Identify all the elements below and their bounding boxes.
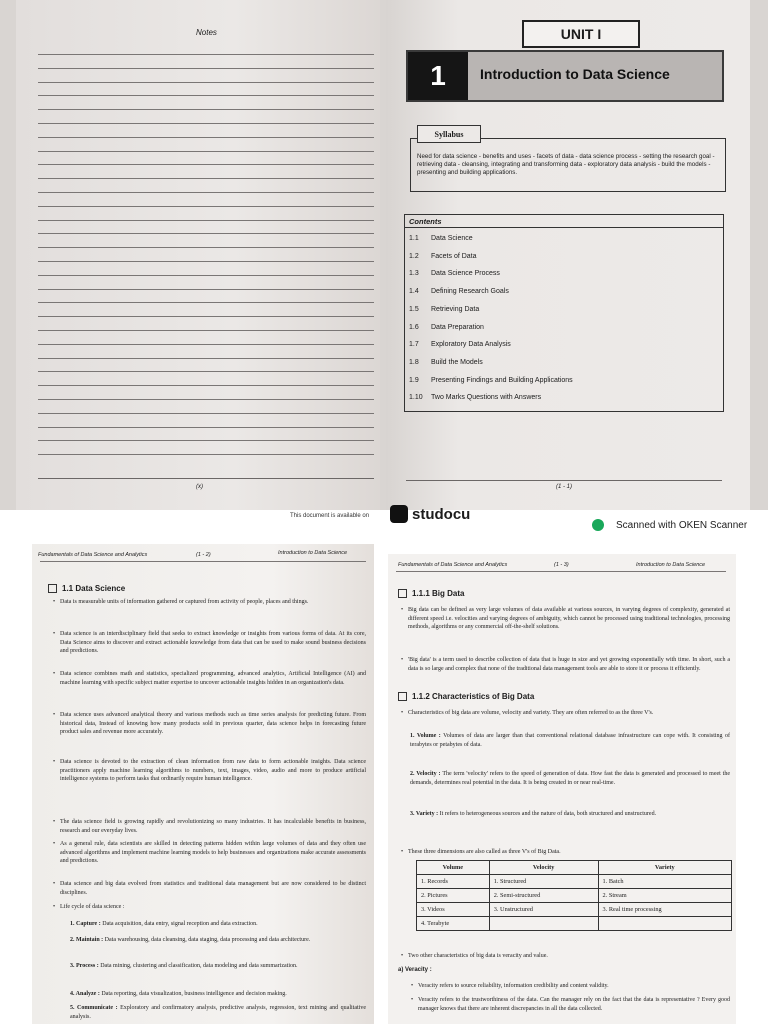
three-vs-label: 3. Variety : <box>410 811 440 817</box>
notes-ruled-line <box>38 68 374 69</box>
header-rule <box>40 561 366 562</box>
notes-ruled-line <box>38 151 374 152</box>
three-vs-item <box>410 810 730 819</box>
syllabus-label: Syllabus <box>417 125 481 143</box>
contents-item-title: Facets of Data <box>431 252 477 260</box>
lifecycle-item <box>70 920 366 929</box>
bullet-paragraph: • Data science and big data evolved from statistics and traditional data management but are now considered to be distinct disciplines. <box>60 880 366 897</box>
contents-item <box>409 359 483 366</box>
bullet-paragraph: • Two other characteristics of big data is veracity and value. <box>408 952 730 961</box>
table-row <box>417 875 732 889</box>
table-row <box>417 917 732 931</box>
lifecycle-text: Data acquisition, data entry, signal reception and data extraction. <box>102 921 258 927</box>
footer-rule <box>38 478 374 479</box>
notes-ruled-line <box>38 275 374 276</box>
bullet-paragraph: • As a general rule, data scientists are skilled in detecting patterns hidden within large volumes of data and they often use advanced algorithms and implement machine learning models to help businesses and organizations make accurate assessments and predictions. <box>60 840 366 866</box>
contents-item-title: Defining Research Goals <box>431 288 509 296</box>
contents-item <box>409 306 479 313</box>
page-number: (x) <box>196 484 203 490</box>
three-vs-item <box>410 732 730 749</box>
lifecycle-label: 4. Analyze : <box>70 991 102 997</box>
notes-ruled-line <box>38 399 374 400</box>
lifecycle-text: Data reporting, data visualization, business intelligence and decision making. <box>101 991 287 997</box>
table-header-cell: Velocity <box>489 861 598 875</box>
chapter-title-page <box>386 0 750 510</box>
bottom-scanned-spread <box>0 540 768 1024</box>
notes-ruled-line <box>38 109 374 110</box>
notes-ruled-line <box>38 95 374 96</box>
bullet-paragraph: • Data science uses advanced analytical theory and various methods such as time series analysis for predicting future. From historical data, Instead of knowing how many products sold in previous quarter, data science helps in forecasting future product sales and revenue more accurately. <box>60 711 366 737</box>
contents-item <box>409 288 509 295</box>
chapter-banner <box>406 50 724 102</box>
lifecycle-label: 3. Process : <box>70 963 101 969</box>
notes-ruled-line <box>38 440 374 441</box>
notes-ruled-line <box>38 206 374 207</box>
running-chapter: Introduction to Data Science <box>278 550 348 556</box>
bullet-paragraph: • Life cycle of data science : <box>60 903 366 912</box>
top-scanned-spread <box>0 0 768 510</box>
contents-item-number: 1.5 <box>409 305 419 313</box>
notes-ruled-line <box>38 137 374 138</box>
table-cell: 3. Videos <box>417 903 490 917</box>
contents-item-title: Presenting Findings and Building Applications <box>431 376 573 384</box>
table-cell: 1. Records <box>417 875 490 889</box>
table-row <box>417 889 732 903</box>
contents-item-title: Exploratory Data Analysis <box>431 341 511 349</box>
notes-page <box>16 0 380 510</box>
bullet-paragraph: • These three dimensions are also called as three V's of Big Data. <box>408 848 730 857</box>
contents-item-title: Build the Models <box>431 358 483 366</box>
page-number: (1 - 1) <box>556 484 573 490</box>
three-vs-item <box>410 770 730 787</box>
contents-item-number: 1.1 <box>409 235 419 242</box>
bullet-paragraph: • Data science is an interdisciplinary field that seeks to extract knowledge or insights from various forms of data. At its core, Data Science aims to discover and extract actionable knowledge from data that can be used to make sound business decisions and predictions. <box>60 630 366 656</box>
lifecycle-item <box>70 990 366 999</box>
subsection-heading-characteristics: 1.1.2 Characteristics of Big Data <box>412 692 535 701</box>
notes-ruled-line <box>38 385 374 386</box>
running-page-number: (1 - 2) <box>196 552 211 558</box>
book-icon <box>398 589 407 598</box>
notes-ruled-line <box>38 233 374 234</box>
contents-label: Contents <box>409 217 442 226</box>
contents-item <box>409 377 573 384</box>
contents-item-number: 1.7 <box>409 341 419 349</box>
contents-box <box>404 214 724 412</box>
notes-ruled-line <box>38 261 374 262</box>
bullet-paragraph: • Veracity refers to source reliability, information credibility and content validity. <box>418 982 730 991</box>
studocu-brand: studocu <box>412 505 471 523</box>
bullet-paragraph: • Big data can be defined as very large volumes of data available at various sources, in varying degrees of complexity, generated at different speed i.e. velocities and varying degrees of ambiguity, which cannot be processed using traditional technologies, processing methods, algorithms or any commercial off-the-shelf solutions. <box>408 606 730 632</box>
table-cell: 2. Pictures <box>417 889 490 903</box>
contents-item-number: 1.4 <box>409 288 419 296</box>
table-header-cell: Volume <box>417 861 490 875</box>
lifecycle-text: Data warehousing, data cleansing, data staging, data processing and data architecture. <box>104 937 311 943</box>
contents-item-number: 1.10 <box>409 394 423 402</box>
table-header-cell: Variety <box>598 861 731 875</box>
bullet-paragraph: • 'Big data' is a term used to describe collection of data that is huge in size and yet growing exponentially with time. In short, such a data is so large and complex that none of the traditional data management tools are able to store it or process it efficiently. <box>408 656 730 673</box>
veracity-heading: a) Veracity : <box>398 967 432 973</box>
contents-item <box>409 394 541 401</box>
chapter-title: Introduction to Data Science <box>480 66 670 82</box>
contents-item <box>409 341 511 348</box>
subsection-heading-big-data: 1.1.1 Big Data <box>412 589 465 598</box>
table-cell: 1. Structured <box>489 875 598 889</box>
table-cell <box>598 917 731 931</box>
bullet-paragraph: • Data science combines math and statistics, specialized programming, advanced analytics, Artificial Intelligence (AI) and machine learning with specific subject matter expertise to uncover actionable insights hidden in an organization's data. <box>60 670 366 687</box>
notes-ruled-line <box>38 123 374 124</box>
lifecycle-text: Data mining, clustering and classification, data modeling and data summarization. <box>100 963 298 969</box>
section-heading: 1.1 Data Science <box>62 584 126 593</box>
notes-ruled-line <box>38 427 374 428</box>
bullet-paragraph: • Data is measurable units of information gathered or captured from activity of people, places and things. <box>60 598 366 607</box>
studocu-icon <box>390 505 408 523</box>
contents-item-number: 1.9 <box>409 376 419 384</box>
lifecycle-item <box>70 962 366 971</box>
notes-ruled-line <box>38 164 374 165</box>
contents-item-number: 1.6 <box>409 323 419 331</box>
three-vs-label: 2. Velocity : <box>410 771 443 777</box>
contents-item <box>409 235 473 242</box>
page-1-3 <box>388 554 736 1024</box>
book-icon <box>398 692 407 701</box>
three-vs-text: It refers to heterogeneous sources and the nature of data, both structured and unstructured. <box>439 811 657 817</box>
contents-item-number: 1.2 <box>409 252 419 260</box>
lifecycle-label: 2. Maintain : <box>70 937 105 943</box>
contents-item-number: 1.8 <box>409 358 419 366</box>
syllabus-box <box>410 129 726 192</box>
notes-ruled-line <box>38 289 374 290</box>
contents-rule <box>405 227 723 228</box>
lifecycle-label: 1. Capture : <box>70 921 103 927</box>
bullet-paragraph: • Data science is devoted to the extraction of clean information from raw data to form actionable insights. Data science practitioners apply machine learning algorithms to numbers, text, images, video, audio and more to produce artificial intelligence systems to perform tasks that ordinarily require human intelligence. <box>60 758 366 784</box>
notes-ruled-line <box>38 330 374 331</box>
table-row <box>417 903 732 917</box>
table-cell: 3. Real time processing <box>598 903 731 917</box>
contents-item-number: 1.3 <box>409 270 419 278</box>
running-page-number: (1 - 3) <box>554 562 569 568</box>
contents-item <box>409 324 484 331</box>
running-title: Fundamentals of Data Science and Analytics <box>38 552 148 558</box>
notes-ruled-line <box>38 220 374 221</box>
lifecycle-item <box>70 936 366 945</box>
availability-text: This document is available on <box>290 513 370 519</box>
syllabus-text: Need for data science - benefits and uses - facets of data - data science process - setting the research goal - retrieving data - cleansing, integrating and transforming data - exploratory data analysis - build the models - presenting and building applications. <box>417 153 715 176</box>
bullet-paragraph: • The data science field is growing rapidly and revolutionizing so many industries. It has incalculable benefits in business, research and our everyday lives. <box>60 818 366 835</box>
three-vs-text: The term 'velocity' refers to the speed of generation of data. How fast the data is generated and processed to meet the demands, determines real potential in the data. It is being created in or near real-time. <box>410 771 730 786</box>
page-1-2 <box>32 544 374 1024</box>
scanner-icon <box>592 519 604 531</box>
notes-ruled-line <box>38 54 374 55</box>
book-icon <box>48 584 57 593</box>
contents-item-title: Data Science <box>431 235 473 242</box>
bullet-paragraph: • Characteristics of big data are volume, velocity and variety. They are often referred to as the three V's. <box>408 709 730 718</box>
table-cell: 1. Batch <box>598 875 731 889</box>
notes-ruled-line <box>38 178 374 179</box>
running-title: Fundamentals of Data Science and Analytics <box>398 562 508 568</box>
three-vs-table <box>416 860 732 931</box>
notes-ruled-line <box>38 344 374 345</box>
unit-label: UNIT I <box>522 20 640 48</box>
contents-item <box>409 270 500 277</box>
contents-item-title: Retrieving Data <box>431 305 480 313</box>
running-chapter: Introduction to Data Science <box>636 562 706 568</box>
lifecycle-item <box>70 1004 366 1021</box>
studocu-logo <box>390 505 470 523</box>
notes-ruled-line <box>38 192 374 193</box>
chapter-number: 1 <box>408 52 468 100</box>
table-cell: 2. Stream <box>598 889 731 903</box>
three-vs-text: Volumes of data are larger than that conventional relational database infrastructure can cope with. It consisting of terabytes or petabytes of data. <box>410 733 730 748</box>
lifecycle-label: 5. Communicate : <box>70 1005 121 1011</box>
bullet-paragraph: • Veracity refers to the trustworthiness of the data. Can the manager rely on the fact that the data is representative ? Every good manager knows that there are inherent discrepancies in all the data collected. <box>418 996 730 1013</box>
notes-ruled-line <box>38 82 374 83</box>
table-cell <box>489 917 598 931</box>
contents-item-title: Data Science Process <box>431 270 500 278</box>
table-cell: 4. Terabyte <box>417 917 490 931</box>
notes-ruled-line <box>38 358 374 359</box>
contents-item-title: Data Preparation <box>431 323 484 331</box>
footer-rule <box>406 480 722 481</box>
notes-ruled-line <box>38 302 374 303</box>
contents-item-title: Two Marks Questions with Answers <box>431 394 542 402</box>
contents-item <box>409 253 477 260</box>
notes-ruled-line <box>38 454 374 455</box>
header-rule <box>396 571 726 572</box>
notes-ruled-line <box>38 316 374 317</box>
lifecycle-text: Exploratory and confirmatory analysis, predictive analysis, regression, text mining and qualitative analysis. <box>70 1005 366 1020</box>
notes-ruled-line <box>38 371 374 372</box>
table-cell: 3. Unstructured <box>489 903 598 917</box>
scanner-text: Scanned with OKEN Scanner <box>616 520 748 531</box>
notes-ruled-line <box>38 413 374 414</box>
table-cell: 2. Semi-structured <box>489 889 598 903</box>
notes-ruled-line <box>38 247 374 248</box>
three-vs-label: 1. Volume : <box>410 733 444 739</box>
notes-title: Notes <box>196 28 217 37</box>
